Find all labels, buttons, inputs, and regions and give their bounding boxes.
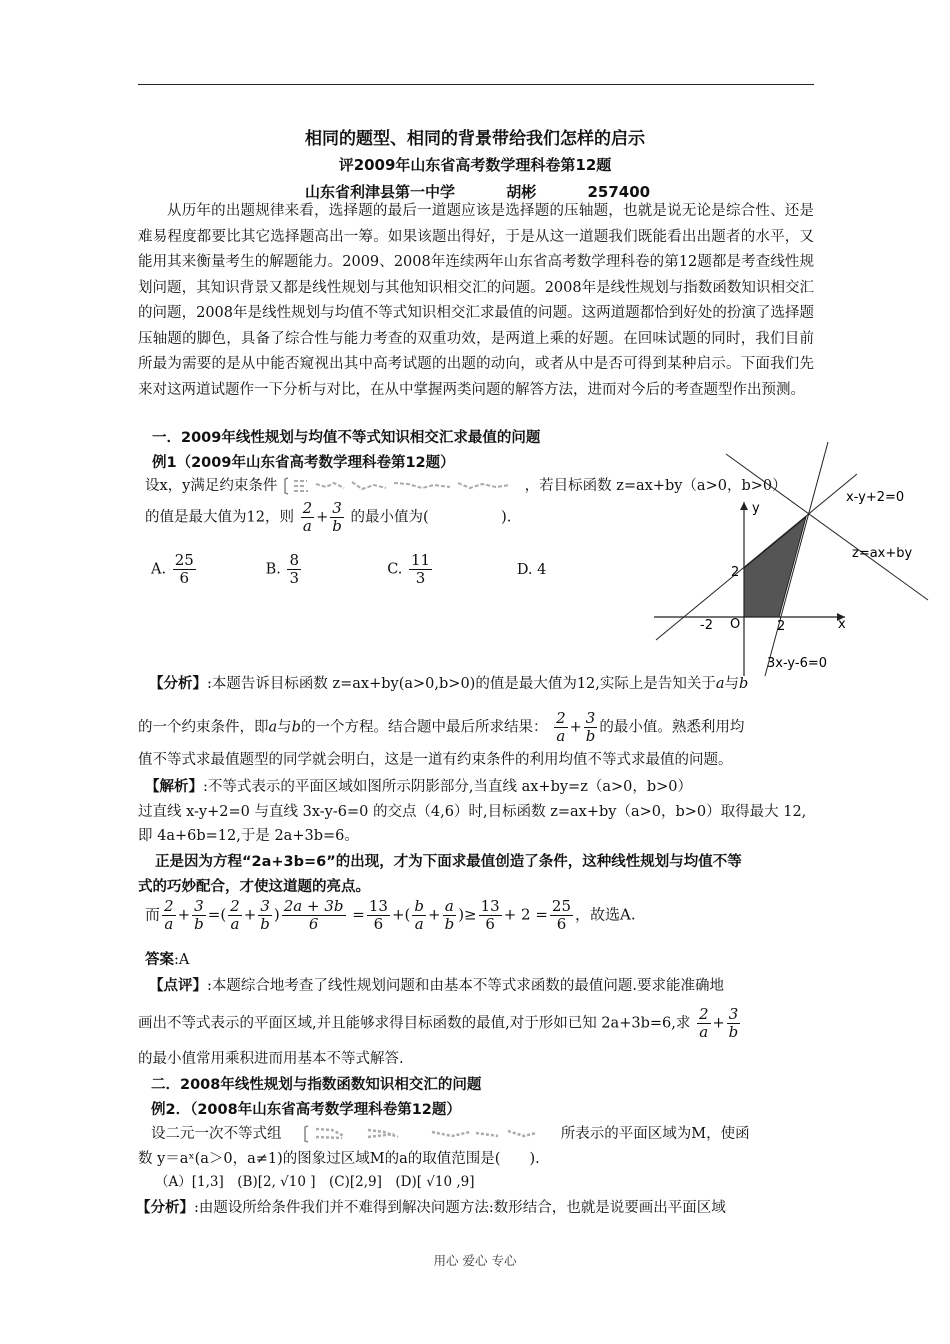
example1-title: 例1（2009年山东省高考数学理科卷第12题） (152, 455, 455, 471)
author-zip: 257400 (587, 183, 651, 201)
example2-question-line2: 数 y＝aˣ(a＞0，a≠1)的图象过区域M的a的取值范围是( ). (138, 1151, 540, 1167)
section2-heading: 二．2008年线性规划与指数函数知识相交汇的问题 (151, 1077, 482, 1093)
intro-paragraph: 从历年的出题规律来看，选择题的最后一道题应该是选择题的压轴题，也就是说无论是综合性、还是难易程度都要比其它选择题高出一筹。如果该题出得好，于是从这一道题我们既能看出出题者的水平，又能用其来衡量考生的解题能力。2009、2008年连续两年山东省高考数学理科卷的第12题都是考查线性规划问题，其知识背景又都是线性规划与其他知识相交汇的问题。2008年是线性规划与指数函数知识相交汇的问题，2008年是线性规划与均值不等式知识相交汇求最值的问题。这两道题都恰到好处的扮演了选择题压轴题的脚色，具备了综合性与能力考查的双重功效，是两道上乘的好题。在回味试题的同时，我们目前所最为需要的是从中能否窥视出其中高考试题的出题的动向，或者从中是否可得到某种启示。下面我们先来对这两道试题作一下分析与对比，在从中掌握两类问题的解答方法，进而对今后的考查题型作出预测。 (138, 203, 814, 398)
section1-heading: 一．2009年线性规划与均值不等式知识相交汇求最值的问题 (152, 430, 541, 446)
example2-options: （A）[1,3] (B)[2, √10 ] (C)[2,9] (D)[ √10 ,9] (155, 1174, 475, 1190)
y-axis-label: y (752, 501, 760, 516)
analysis1-line2: 的一个约束条件，即a与b的一个方程。结合题中最后所求结果： $\frac{2}{a}$ + $\frac{3}{b}$ 的最小值。熟悉利用均 (138, 709, 745, 745)
comment-line1: 【点评】:本题综合地考查了线性规划问题和由基本不等式求函数的最值问题.要求能准确地 (149, 978, 724, 994)
option-c: C. $\frac{11}{3}$ (387, 551, 431, 587)
solution1-line1: 【解析】:不等式表示的平面区域如图所示阴影部分,当直线 ax+by=z（a>0，b>0） (145, 779, 693, 795)
analysis1-line1: 【分析】:本题告诉目标函数 z=ax+by(a>0,b>0)的值是最大值为12,实际上是告知关于a与b (149, 676, 749, 692)
highlight-line2: 式的巧妙配合，才使这道题的亮点。 (138, 879, 370, 895)
origin-label: O (730, 617, 741, 632)
q1-text-b: ，若目标函数 z=ax+by（a>0，b>0） (524, 478, 787, 494)
label-x-y+2: x-y+2=0 (846, 490, 905, 505)
label-3x-y-6: 3x-y-6=0 (767, 656, 828, 671)
tick-x-neg2: -2 (700, 618, 713, 633)
fraction-2-over-a: $\frac{2}{a}$ (302, 499, 313, 535)
page-title: 相同的题型、相同的背景带给我们怎样的启示 (305, 129, 645, 149)
answer-line: 答案:A (145, 952, 190, 968)
x-axis-label: x (838, 617, 846, 632)
option-b: B. $\frac{8}{3}$ (265, 551, 300, 587)
page-subtitle: 评2009年山东省高考数学理科卷第12题 (338, 156, 612, 174)
comment-line2: 画出不等式表示的平面区域,并且能够求得目标函数的最值,对于形如已知 2a+3b=6,求 $\frac{2}{a}$ + $\frac{3}{b}$ (138, 1005, 739, 1041)
q1-text-a: 设x，y满足约束条件 (145, 478, 278, 494)
option-d: D. 4 (516, 561, 547, 578)
solution1-line2: 过直线 x-y+2=0 与直线 3x-y-6=0 的交点（4,6）时,目标函数 z=ax+by（a>0，b>0）取得最大 12, (138, 804, 807, 820)
calculation-line: 而 $\frac{2}{a}$ + $\frac{3}{b}$ =( $\frac{2}{a}$ + $\frac{3}{b}$ ) $\frac{2a + 3b}{6}$ = $\frac{13}{6}$ +( $\frac{b}{a}$ + $\frac{a}{b}$ )≥ $\frac{13}{6}$ + 2 = $\frac{25}{6}$ ，故选A. (145, 897, 636, 933)
example1-question-line2: 的值是最大值为12，则 $\frac{2}{a}$ + $\frac{3}{b}$ 的最小值为( ). (145, 499, 512, 535)
page-footer: 用心 爱心 专心 (433, 1253, 517, 1268)
comment-line3: 的最小值常用乘积进而用基本不等式解答. (138, 1051, 404, 1067)
feasible-region-graph (640, 440, 930, 680)
label-z-ax-by: z=ax+by (852, 546, 913, 561)
highlight-line1: 正是因为方程“2a+3b=6”的出现，才为下面求最值创造了条件，这种线性规划与均值不等 (155, 854, 742, 870)
constraint-system-image (282, 476, 520, 496)
inequality-system-image (286, 1124, 556, 1144)
author-school: 山东省利津县第一中学 (305, 183, 456, 201)
tick-y-2: 2 (731, 565, 740, 580)
analysis1-line3: 值不等式求最值题型的同学就会明白，这是一道有约束条件的利用均值不等式求最值的问题。 (138, 752, 733, 768)
solution1-line3: 即 4a+6b=12,于是 2a+3b=6。 (138, 828, 359, 844)
fraction-3-over-b: $\frac{3}{b}$ (332, 499, 342, 535)
shaded-region (744, 517, 806, 617)
analysis2-line1: 【分析】:由题设所给条件我们并不难得到解决问题方法:数形结合，也就是说要画出平面区域 (136, 1200, 726, 1216)
author-name: 胡彬 (506, 183, 537, 201)
option-a: A. $\frac{25}{6}$ (151, 551, 194, 587)
q1-text-c: 的值是最大值为12，则 (145, 509, 294, 526)
example2-question-line1: 设二元一次不等式组 所表示的平面区域为M，使函 (151, 1126, 750, 1142)
header-rule (138, 84, 814, 85)
q1-text-d: 的最小值为( ). (350, 509, 512, 526)
tick-x-2: 2 (777, 619, 786, 634)
example1-options (151, 552, 546, 587)
example2-title: 例2．（2008年山东省高考数学理科卷第12题） (151, 1102, 461, 1118)
